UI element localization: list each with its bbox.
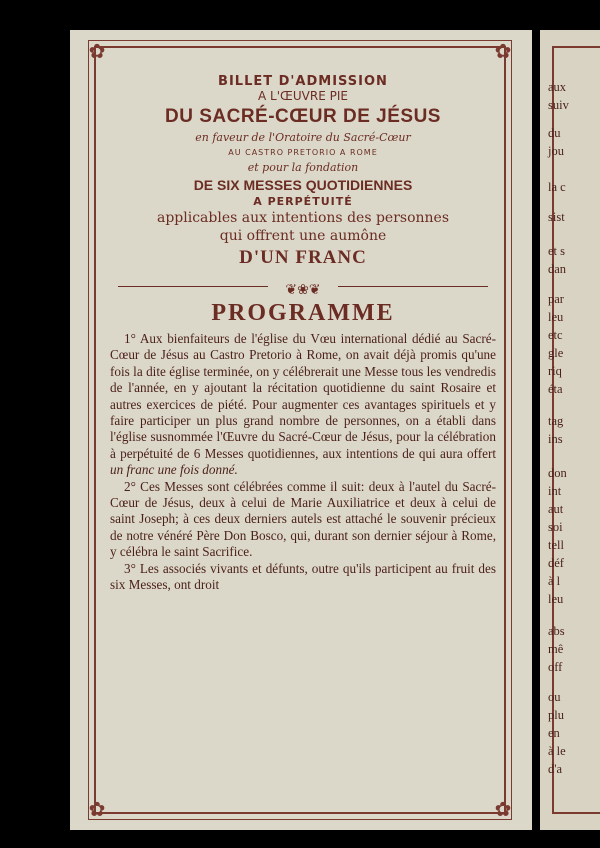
fragment-text: ou <box>548 690 561 704</box>
fragment-text: gle <box>548 346 564 360</box>
in-favor-line: en faveur de l'Oratoire du Sacré-Cœur <box>195 131 411 144</box>
fragment-text: plu <box>548 708 564 722</box>
fragment-text: aut <box>548 502 564 516</box>
card-content <box>110 74 496 594</box>
one-franc-line: D'UN FRANC <box>239 247 367 268</box>
fragment-text: riq <box>548 364 562 378</box>
fragment-text: suiv <box>548 98 569 112</box>
intentions-line: applicables aux intentions des personnes <box>156 210 450 226</box>
foundation-line: et pour la fondation <box>247 161 359 174</box>
admission-title: BILLET D'ADMISSION <box>218 74 388 89</box>
fragment-text: soi <box>548 520 563 534</box>
fragment-text: off <box>548 660 563 674</box>
sacred-heart-title: DU SACRÉ-CŒUR DE JÉSUS <box>165 106 441 127</box>
corner-ornament-icon: ✿ <box>494 39 512 63</box>
fragment-text: jou <box>548 144 564 158</box>
fragment-text: du <box>548 126 561 140</box>
fragment-text: leu <box>548 592 564 606</box>
fragment-text: éta <box>548 382 563 396</box>
ornament-divider <box>110 279 496 298</box>
perpetuity-line: A PERPÉTUITÉ <box>253 195 353 208</box>
fragment-text: leu <box>548 310 564 324</box>
fragment-text: d'a <box>548 762 563 776</box>
fragment-text: sist <box>548 210 565 224</box>
fragment-text: déf <box>548 556 564 570</box>
fragment-text: don <box>548 466 567 480</box>
alms-line: qui offrent une aumône <box>219 228 387 244</box>
fragment-text: dan <box>548 262 567 276</box>
fragment-text: abs <box>548 624 565 638</box>
location-line: AU CASTRO PRETORIO A ROME <box>228 148 378 157</box>
fragment-text: aux <box>548 80 567 94</box>
section-title: PROGRAMME <box>211 300 395 326</box>
fragment-text: int <box>548 484 562 498</box>
fragment-text: la c <box>548 180 566 194</box>
fragment-text: tag <box>548 414 564 428</box>
paragraph-2: 2° Ces Messes sont célébrées comme il suit: deux à l'autel du Sacré-Cœur de Jésus, deux à celui de Marie Auxiliatrice et deux à celui de saint Joseph; à ces deux derniers autels est attaché le souvenir précieux de notre vénéré Père Don Bosco, qui, durant son dernier séjour à Rome, y célébra le saint Sacrifice. <box>110 478 496 560</box>
fragment-text: mê <box>548 642 564 656</box>
fragment-text: par <box>548 292 564 306</box>
corner-ornament-icon: ✿ <box>88 39 106 63</box>
work-subtitle: A L'ŒUVRE PIE <box>258 89 348 103</box>
fragment-text: ins <box>548 432 563 446</box>
admission-card <box>70 30 532 830</box>
corner-ornament-icon: ✿ <box>88 797 106 821</box>
programme-body <box>110 331 496 594</box>
fragment-text: tell <box>548 538 564 552</box>
corner-ornament-icon: ✿ <box>494 797 512 821</box>
fragment-text: à le <box>548 744 566 758</box>
paragraph-3: 3° Les associés vivants et défunts, outre qu'ils participent au fruit des six Messes, ont droit <box>110 560 496 593</box>
fragment-text: et s <box>548 244 566 258</box>
paragraph-1: 1° Aux bienfaiteurs de l'église du Vœu international dédié au Sacré-Cœur de Jésus au Castro Pretorio à Rome, on avait déjà promis qu'une fois la dite église terminée, on y célébrerait une Messe tous les vendredis de l'année, en y ajoutant la récitation quotidienne du saint Rosaire et autres exercices de piété. Pour augmenter ces avantages spirituels et y faire participer un plus grand nombre de personnes, on a établi dans l'église susnommée l'Œuvre du Sacré-Cœur de Jésus, pour la célébration à perpétuité de 6 Messes quotidiennes, aux intentions de qui aura offert un franc une fois donné. <box>110 331 496 478</box>
adjacent-page <box>540 30 600 830</box>
fragment-text: etc <box>548 328 563 342</box>
fragment-text: à l <box>548 574 561 588</box>
six-masses-line: DE SIX MESSES QUOTIDIENNES <box>193 177 413 193</box>
flourish-icon: ❦❀❦ <box>285 282 321 298</box>
fragment-text: en <box>548 726 560 740</box>
